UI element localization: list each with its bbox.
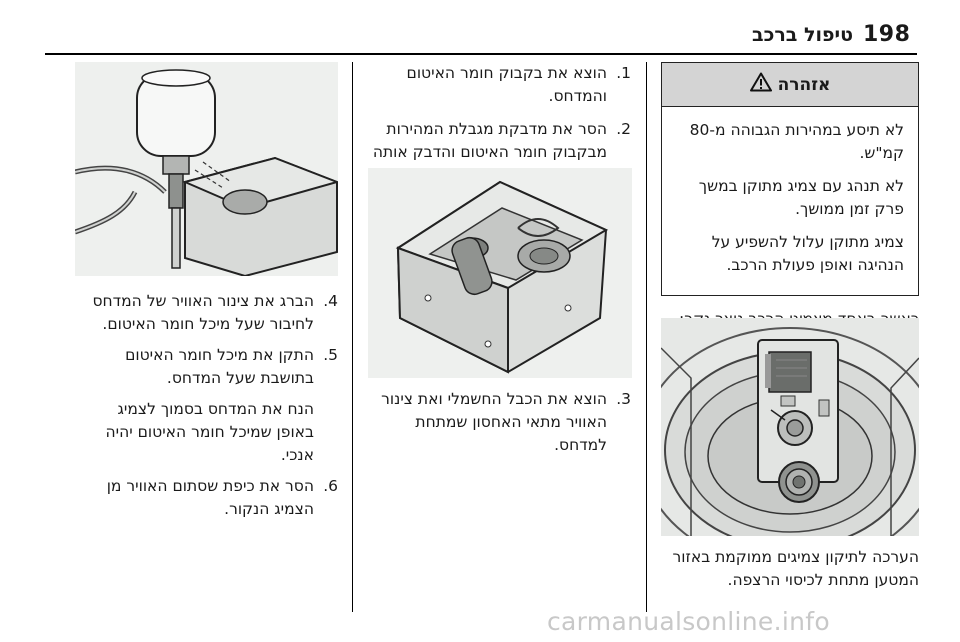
header-rule xyxy=(45,53,917,55)
warning-triangle-icon xyxy=(750,72,772,97)
page-header xyxy=(0,0,960,60)
page-number: 198 xyxy=(863,22,911,47)
watermark: carmanualsonline.info xyxy=(547,607,830,636)
step-number: 3. xyxy=(616,390,631,408)
warning-paragraph: צמיג מתוקן עלול להשפיע על הנהיגה ואופן פעולת הרכב. xyxy=(711,233,904,274)
warning-paragraph: לא תיסע במהירות הגבוהה מ-80 קמ"ש. xyxy=(689,121,904,162)
step-continuation xyxy=(76,398,338,467)
warning-header xyxy=(662,63,918,107)
trunk-kit-image xyxy=(661,318,919,536)
step-number: 1. xyxy=(616,64,631,82)
step-item xyxy=(76,290,338,336)
compressor-box-image xyxy=(368,168,632,378)
step-text: הברג את צינור האוויר של המדחס לחיבור שעל מיכל חומר האיטום. xyxy=(92,292,314,333)
warning-title: אזהרה xyxy=(777,74,831,95)
sealant-bottle-image xyxy=(75,62,338,276)
step-text: התקן את מיכל חומר האיטום בתושבת שעל המדחס. xyxy=(125,346,314,387)
step-text: הוצא את בקבוק חומר האיטום והמדחס. xyxy=(406,64,607,105)
step-item xyxy=(367,388,631,457)
step-text: הוצא את הכבל החשמלי ואת צינור האוויר מתאי האחסון שמתחת למדחס. xyxy=(381,390,607,454)
running-title: טיפול ברכב xyxy=(751,24,853,46)
step-number: 5. xyxy=(323,346,338,364)
step-text: הסר את כיפת שסתום האוויר מן הצמיג הנקור. xyxy=(106,477,314,518)
trunk-kit-caption-block xyxy=(661,546,919,592)
column-divider-left xyxy=(352,62,353,612)
left-column xyxy=(76,290,338,521)
warning-body xyxy=(662,107,918,295)
step-number: 2. xyxy=(616,120,631,138)
step-text: הנח את המדחס בסמוך לצמיג באופן שמיכל חומר האיטום יהיה אנכי. xyxy=(105,400,314,464)
warning-paragraph: לא תנהג עם צמיג מתוקן במשך פרק זמן ממושך. xyxy=(698,177,904,218)
step-number: 4. xyxy=(323,292,338,310)
step-number: 6. xyxy=(323,477,338,495)
step-item xyxy=(76,475,338,521)
column-divider-right xyxy=(646,62,647,612)
step-item xyxy=(76,344,338,390)
middle-column-bottom xyxy=(367,388,631,457)
step-item xyxy=(367,62,631,108)
trunk-kit-caption: הערכה לתיקון צמיגים ממוקמת באזור המטען מתחת לכיסוי הרצפה. xyxy=(672,548,919,589)
step-text: הסר את מדבקת מגבלת המהירות מבקבוק חומר האיטום והדבק אותה xyxy=(372,120,607,161)
warning-box xyxy=(661,62,919,296)
